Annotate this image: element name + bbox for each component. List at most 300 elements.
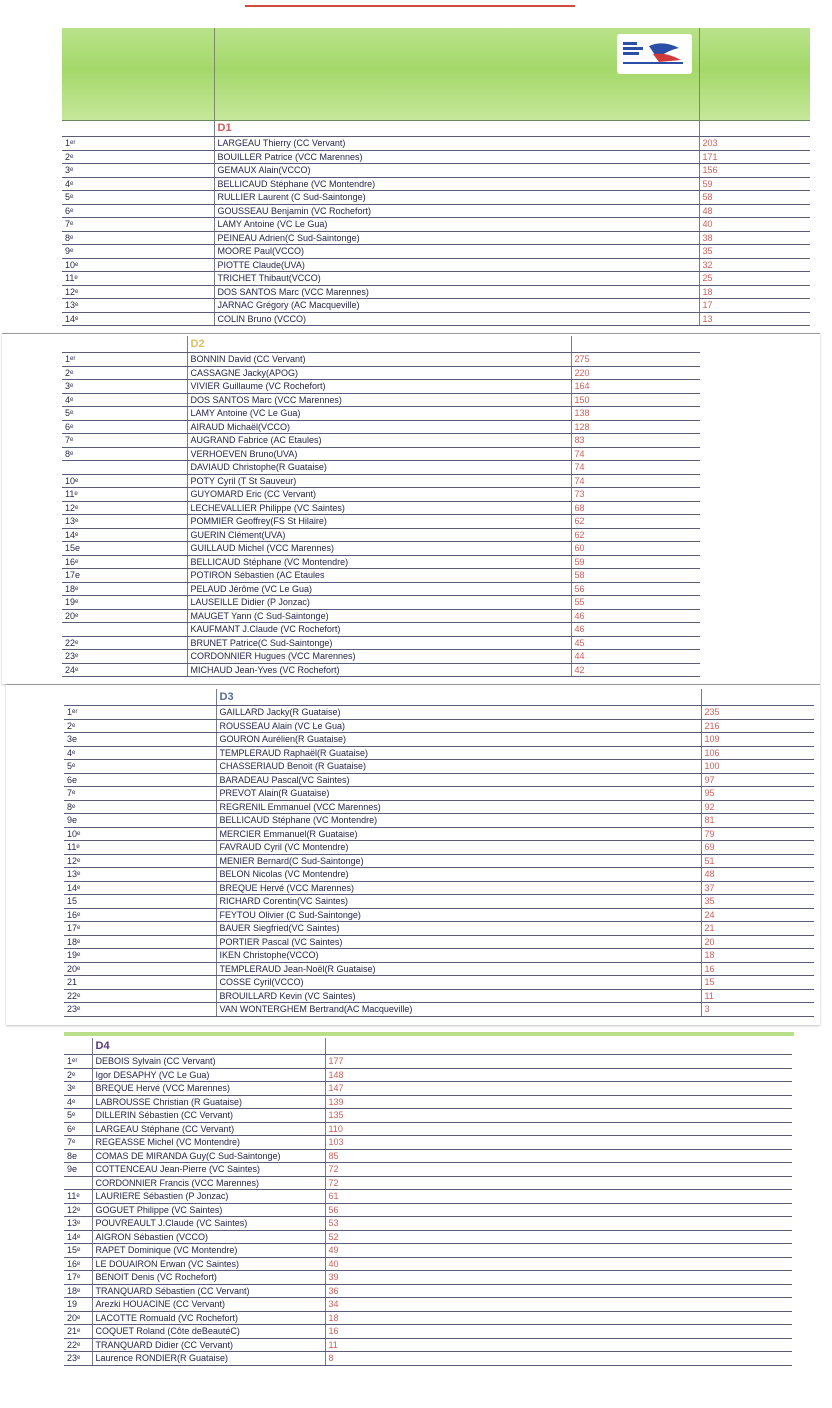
- points-cell: 216: [701, 719, 814, 733]
- standings-table-d1: [62, 120, 810, 326]
- standings-row: [64, 1095, 792, 1109]
- division-title: D4: [92, 1038, 325, 1055]
- rider-name-cell: RAPET Dominique (VC Montendre): [92, 1244, 325, 1258]
- points-cell: 164: [571, 380, 700, 394]
- points-cell: 45: [571, 636, 700, 650]
- rider-name-cell: POTIRON Sébastien (AC Etaules: [187, 569, 571, 583]
- rider-name-cell: CHASSERIAUD Benoit (R Guataise): [216, 760, 701, 774]
- standings-row: [62, 609, 700, 623]
- rider-name-cell: TRANQUARD Didier (CC Vervant): [92, 1338, 325, 1352]
- rank-cell: 3ᵉ: [64, 1082, 92, 1096]
- rank-cell: 24ᵉ: [62, 663, 187, 677]
- points-cell: 51: [701, 854, 814, 868]
- standings-row: [64, 868, 814, 882]
- standings-row: [64, 1338, 792, 1352]
- rider-name-cell: GUILLAUD Michel (VCC Marennes): [187, 542, 571, 556]
- standings-row: [62, 164, 810, 178]
- standings-row: [64, 922, 814, 936]
- division-title: D2: [187, 336, 571, 353]
- points-cell: 81: [701, 814, 814, 828]
- points-cell: 48: [701, 868, 814, 882]
- points-cell: 62: [571, 528, 700, 542]
- standings-row: [64, 1298, 792, 1312]
- rank-cell: 10ᵉ: [62, 258, 214, 272]
- rank-cell: 6e: [64, 773, 216, 787]
- points-cell: 73: [571, 488, 700, 502]
- standings-row: [64, 1122, 792, 1136]
- rank-cell: 7ᵉ: [62, 434, 187, 448]
- points-cell: 95: [701, 787, 814, 801]
- rank-cell: 8ᵉ: [62, 447, 187, 461]
- rider-name-cell: TEMPLERAUD Jean-Noël(R Guataise): [216, 962, 701, 976]
- rider-name-cell: KAUFMANT J.Claude (VC Rochefort): [187, 623, 571, 637]
- rider-name-cell: VERHOEVEN Bruno(UVA): [187, 447, 571, 461]
- points-cell: 100: [701, 760, 814, 774]
- rider-name-cell: PIOTTE Claude(UVA): [214, 258, 699, 272]
- standings-row: [64, 1244, 792, 1258]
- rank-cell: 22ᵉ: [64, 1338, 92, 1352]
- rank-cell: 9e: [64, 1163, 92, 1177]
- points-cell: 148: [325, 1068, 792, 1082]
- standings-row: [64, 1136, 792, 1150]
- points-cell: 68: [571, 501, 700, 515]
- rank-cell: 14ᵉ: [64, 881, 216, 895]
- rank-cell: 4ᵉ: [64, 1095, 92, 1109]
- rider-name-cell: PEINEAU Adrien(C Sud-Saintonge): [214, 231, 699, 245]
- rank-cell: 15ᵉ: [64, 1244, 92, 1258]
- points-cell: 79: [701, 827, 814, 841]
- standings-row: [64, 827, 814, 841]
- rider-name-cell: BELLICAUD Stéphane (VC Montendre): [214, 177, 699, 191]
- points-cell: 275: [571, 353, 700, 367]
- rank-cell: 2ᵉ: [62, 150, 214, 164]
- rank-cell: 5ᵉ: [64, 760, 216, 774]
- standings-row: [64, 706, 814, 720]
- standings-row: [64, 962, 814, 976]
- standings-row: [62, 258, 810, 272]
- rank-cell: 4ᵉ: [64, 746, 216, 760]
- points-cell: 69: [701, 841, 814, 855]
- points-cell: 36: [325, 1284, 792, 1298]
- rank-cell: 13ᵉ: [64, 868, 216, 882]
- rider-name-cell: RULLIER Laurent (C Sud-Saintonge): [214, 191, 699, 205]
- standings-row: [62, 528, 700, 542]
- rank-cell: 18ᵉ: [64, 935, 216, 949]
- page-title-underline: [245, 0, 575, 7]
- standings-row: [62, 623, 700, 637]
- points-cell: 74: [571, 474, 700, 488]
- points-cell: 11: [325, 1338, 792, 1352]
- standings-row: [64, 1003, 814, 1017]
- rider-name-cell: VIVIER Guillaume (VC Rochefort): [187, 380, 571, 394]
- points-cell: 72: [325, 1176, 792, 1190]
- points-cell: 59: [571, 555, 700, 569]
- rider-name-cell: TEMPLERAUD Raphaël(R Guataise): [216, 746, 701, 760]
- points-cell: 61: [325, 1190, 792, 1204]
- standings-row: [62, 245, 810, 259]
- points-cell: 74: [571, 461, 700, 475]
- rider-name-cell: LAMY Antoine (VC Le Gua): [187, 407, 571, 421]
- rider-name-cell: PORTIER Pascal (VC Saintes): [216, 935, 701, 949]
- points-cell: 48: [699, 204, 810, 218]
- standings-row: [62, 137, 810, 151]
- points-cell: 177: [325, 1055, 792, 1069]
- rider-name-cell: Laurence RONDIER(R Guataise): [92, 1352, 325, 1366]
- rider-name-cell: POTY Cyril (T St Sauveur): [187, 474, 571, 488]
- rider-name-cell: PREVOT Alain(R Guataise): [216, 787, 701, 801]
- points-cell: 56: [325, 1203, 792, 1217]
- points-cell: 13: [699, 312, 810, 326]
- rank-cell: 20ᵉ: [64, 962, 216, 976]
- standings-row: [64, 746, 814, 760]
- standings-row: [62, 636, 700, 650]
- points-cell: 55: [571, 596, 700, 610]
- points-cell: 46: [571, 623, 700, 637]
- rank-cell: 20ᵉ: [62, 609, 187, 623]
- rank-cell: 23ᵉ: [62, 650, 187, 664]
- points-cell: 220: [571, 366, 700, 380]
- points-cell: 58: [699, 191, 810, 205]
- rank-cell: 18ᵉ: [64, 1284, 92, 1298]
- standings-row: [62, 501, 700, 515]
- points-cell: 24: [701, 908, 814, 922]
- standings-row: [64, 1163, 792, 1177]
- rider-name-cell: REGEASSE Michel (VC Montendre): [92, 1136, 325, 1150]
- points-cell: 21: [701, 922, 814, 936]
- points-cell: 16: [701, 962, 814, 976]
- rank-cell: 13ᵉ: [64, 1217, 92, 1231]
- points-cell: 42: [571, 663, 700, 677]
- standings-row: [62, 366, 700, 380]
- points-cell: 171: [699, 150, 810, 164]
- rank-cell: 12ᵉ: [62, 285, 214, 299]
- standings-row: [62, 420, 700, 434]
- rider-name-cell: LARGEAU Stéphane (CC Vervant): [92, 1122, 325, 1136]
- points-cell: 92: [701, 800, 814, 814]
- rider-name-cell: BARADEAU Pascal(VC Saintes): [216, 773, 701, 787]
- rider-name-cell: LAURIERE Sébastien (P Jonzac): [92, 1190, 325, 1204]
- rider-name-cell: FAVRAUD Cyril (VC Montendre): [216, 841, 701, 855]
- standings-row: [62, 663, 700, 677]
- rider-name-cell: COLIN Bruno (VCCO): [214, 312, 699, 326]
- rank-cell: 11ᵉ: [62, 272, 214, 286]
- points-cell: 40: [325, 1257, 792, 1271]
- rider-name-cell: PELAUD Jérôme (VC Le Gua): [187, 582, 571, 596]
- standings-row: [64, 895, 814, 909]
- rider-name-cell: DEBOIS Sylvain (CC Vervant): [92, 1055, 325, 1069]
- rank-cell: 17e: [62, 569, 187, 583]
- standings-row: [62, 555, 700, 569]
- points-cell: 156: [699, 164, 810, 178]
- rank-cell: 4ᵉ: [62, 393, 187, 407]
- standings-row: [62, 177, 810, 191]
- rider-name-cell: LE DOUAIRON Erwan (VC Saintes): [92, 1257, 325, 1271]
- rider-name-cell: TRANQUARD Sébastien (CC Vervant): [92, 1284, 325, 1298]
- standings-row: [62, 542, 700, 556]
- standings-row: [64, 949, 814, 963]
- rank-cell: 4ᵉ: [62, 177, 214, 191]
- standings-row: [64, 854, 814, 868]
- rank-cell: 1ᵉʳ: [62, 137, 214, 151]
- rank-cell: 2ᵉ: [62, 366, 187, 380]
- standings-row: [62, 461, 700, 475]
- rider-name-cell: Igor DESAPHY (VC Le Gua): [92, 1068, 325, 1082]
- standings-table-d2: [62, 336, 700, 677]
- rank-cell: 14ᵉ: [62, 528, 187, 542]
- points-cell: 17: [699, 299, 810, 313]
- standings-row: [62, 150, 810, 164]
- rider-name-cell: DAVIAUD Christophe(R Guataise): [187, 461, 571, 475]
- rider-name-cell: LARGEAU Thierry (CC Vervant): [214, 137, 699, 151]
- rider-name-cell: REGRENIL Emmanuel (VCC Marennes): [216, 800, 701, 814]
- points-cell: 72: [325, 1163, 792, 1177]
- rank-cell: 3ᵉ: [62, 380, 187, 394]
- points-cell: 85: [325, 1149, 792, 1163]
- points-cell: 109: [701, 733, 814, 747]
- standings-row: [64, 760, 814, 774]
- points-cell: 34: [325, 1298, 792, 1312]
- rank-cell: 19ᵉ: [62, 596, 187, 610]
- points-cell: 128: [571, 420, 700, 434]
- points-cell: 18: [701, 949, 814, 963]
- rider-name-cell: DOS SANTOS Marc (VCC Marennes): [214, 285, 699, 299]
- rank-cell: 16ᵉ: [64, 1257, 92, 1271]
- standings-row: [64, 1176, 792, 1190]
- rider-name-cell: CORDONNIER Hugues (VCC Marennes): [187, 650, 571, 664]
- rank-cell: 8e: [64, 1149, 92, 1163]
- rank-cell: 2ᵉ: [64, 719, 216, 733]
- rank-cell: 5ᵉ: [62, 407, 187, 421]
- points-cell: 235: [701, 706, 814, 720]
- rider-name-cell: GEMAUX Alain(VCCO): [214, 164, 699, 178]
- rider-name-cell: Arezki HOUACINE (CC Vervant): [92, 1298, 325, 1312]
- rider-name-cell: BAUER Siegfried(VC Saintes): [216, 922, 701, 936]
- standings-row: [64, 976, 814, 990]
- rank-cell: [62, 461, 187, 475]
- standings-row: [62, 272, 810, 286]
- rider-name-cell: GUERIN Clément(UVA): [187, 528, 571, 542]
- standings-row: [64, 881, 814, 895]
- rider-name-cell: GAILLARD Jacky(R Guataise): [216, 706, 701, 720]
- rank-cell: 12ᵉ: [62, 501, 187, 515]
- points-cell: 74: [571, 447, 700, 461]
- standings-row: [64, 814, 814, 828]
- rider-name-cell: RICHARD Corentin(VC Saintes): [216, 895, 701, 909]
- rider-name-cell: LAMY Antoine (VC Le Gua): [214, 218, 699, 232]
- rider-name-cell: GOGUET Philippe (VC Saintes): [92, 1203, 325, 1217]
- points-cell: 32: [699, 258, 810, 272]
- points-cell: 46: [571, 609, 700, 623]
- rider-name-cell: COTTENCEAU Jean-Pierre (VC Saintes): [92, 1163, 325, 1177]
- rider-name-cell: DILLERIN Sébastien (CC Vervant): [92, 1109, 325, 1123]
- rank-cell: 21ᵉ: [64, 1325, 92, 1339]
- header-banner: [62, 28, 810, 121]
- standings-row: [64, 1149, 792, 1163]
- rider-name-cell: BREQUE Hervé (VCC Marennes): [216, 881, 701, 895]
- points-cell: 52: [325, 1230, 792, 1244]
- standings-row: [62, 299, 810, 313]
- standings-row: [62, 569, 700, 583]
- rider-name-cell: MERCIER Emmanuel(R Guataise): [216, 827, 701, 841]
- standings-row: [64, 989, 814, 1003]
- rider-name-cell: TRICHET Thibaut(VCCO): [214, 272, 699, 286]
- points-cell: 18: [325, 1311, 792, 1325]
- rank-cell: 19: [64, 1298, 92, 1312]
- standings-row: [64, 1068, 792, 1082]
- rider-name-cell: BENOIT Denis (VC Rochefort): [92, 1271, 325, 1285]
- rider-name-cell: COQUET Roland (Côte deBeautéC): [92, 1325, 325, 1339]
- standings-row: [64, 1271, 792, 1285]
- rider-name-cell: FEYTOU Olivier (C Sud-Saintonge): [216, 908, 701, 922]
- division-title: D1: [214, 120, 699, 137]
- standings-row: [64, 1257, 792, 1271]
- rank-cell: 11ᵉ: [64, 1190, 92, 1204]
- rank-cell: 14ᵉ: [64, 1230, 92, 1244]
- standings-row: [62, 474, 700, 488]
- points-cell: 49: [325, 1244, 792, 1258]
- rank-cell: 16ᵉ: [64, 908, 216, 922]
- standings-row: [62, 380, 700, 394]
- points-cell: 147: [325, 1082, 792, 1096]
- standings-row: [64, 908, 814, 922]
- rank-cell: 10ᵉ: [62, 474, 187, 488]
- rank-cell: 3ᵉ: [62, 164, 214, 178]
- rider-name-cell: LABROUSSE Christian (R Guataise): [92, 1095, 325, 1109]
- standings-row: [62, 596, 700, 610]
- points-cell: 135: [325, 1109, 792, 1123]
- points-cell: 15: [701, 976, 814, 990]
- rider-name-cell: MICHAUD Jean-Yves (VC Rochefort): [187, 663, 571, 677]
- standings-sheet-d4: [64, 1032, 794, 1376]
- standings-row: [64, 773, 814, 787]
- division-title: D3: [216, 689, 701, 706]
- standings-row: [62, 650, 700, 664]
- rank-cell: 22ᵉ: [64, 989, 216, 1003]
- points-cell: 138: [571, 407, 700, 421]
- standings-row: [64, 1217, 792, 1231]
- standings-row: [64, 1311, 792, 1325]
- rider-name-cell: VAN WONTERGHEM Bertrand(AC Macqueville): [216, 1003, 701, 1017]
- rider-name-cell: CASSAGNE Jacky(APOG): [187, 366, 571, 380]
- standings-row: [64, 719, 814, 733]
- points-cell: 44: [571, 650, 700, 664]
- standings-row: [62, 204, 810, 218]
- standings-row: [62, 447, 700, 461]
- rider-name-cell: GOUSSEAU Benjamin (VC Rochefort): [214, 204, 699, 218]
- rank-cell: 12ᵉ: [64, 854, 216, 868]
- standings-row: [62, 488, 700, 502]
- points-cell: 8: [325, 1352, 792, 1366]
- rank-cell: 11ᵉ: [62, 488, 187, 502]
- standings-table-d3: [64, 689, 814, 1017]
- points-cell: 39: [325, 1271, 792, 1285]
- rider-name-cell: GUYOMARD Eric (CC Vervant): [187, 488, 571, 502]
- rider-name-cell: MENIER Bernard(C Sud-Saintonge): [216, 854, 701, 868]
- rank-cell: 21: [64, 976, 216, 990]
- rank-cell: 16ᵉ: [62, 555, 187, 569]
- rank-cell: 15e: [62, 542, 187, 556]
- standings-row: [64, 1109, 792, 1123]
- rider-name-cell: BREQUE Hervé (VCC Marennes): [92, 1082, 325, 1096]
- points-cell: 58: [571, 569, 700, 583]
- rank-cell: 13ᵉ: [62, 515, 187, 529]
- rank-cell: 11ᵉ: [64, 841, 216, 855]
- rank-cell: 13ᵉ: [62, 299, 214, 313]
- points-cell: 150: [571, 393, 700, 407]
- points-cell: 203: [699, 137, 810, 151]
- points-cell: 38: [699, 231, 810, 245]
- points-cell: 97: [701, 773, 814, 787]
- rider-name-cell: BELLICAUD Stéphane (VC Montendre): [187, 555, 571, 569]
- rank-cell: 6ᵉ: [62, 420, 187, 434]
- rank-cell: [62, 623, 187, 637]
- points-cell: 103: [325, 1136, 792, 1150]
- rank-cell: 7ᵉ: [62, 218, 214, 232]
- rank-cell: 9ᵉ: [62, 245, 214, 259]
- rider-name-cell: LACOTTE Romuald (VC Rochefort): [92, 1311, 325, 1325]
- rank-cell: 18ᵉ: [62, 582, 187, 596]
- federation-logo: [617, 34, 692, 74]
- rider-name-cell: CORDONNIER Francis (VCC Marennes): [92, 1176, 325, 1190]
- standings-row: [62, 218, 810, 232]
- standings-row: [62, 231, 810, 245]
- rider-name-cell: ROUSSEAU Alain (VC Le Gua): [216, 719, 701, 733]
- standings-row: [64, 1325, 792, 1339]
- standings-sheet-d3: [6, 684, 820, 1025]
- rank-cell: 7ᵉ: [64, 1136, 92, 1150]
- rider-name-cell: LAUSEILLE Didier (P Jonzac): [187, 596, 571, 610]
- standings-sheet-d1: [62, 28, 810, 330]
- rider-name-cell: JARNAC Grégory (AC Macqueville): [214, 299, 699, 313]
- points-cell: 35: [701, 895, 814, 909]
- rider-name-cell: COMAS DE MIRANDA Guy(C Sud-Saintonge): [92, 1149, 325, 1163]
- standings-row: [62, 393, 700, 407]
- rider-name-cell: MOORE Paul(VCCO): [214, 245, 699, 259]
- points-cell: 25: [699, 272, 810, 286]
- points-cell: 83: [571, 434, 700, 448]
- points-cell: 110: [325, 1122, 792, 1136]
- rank-cell: 6ᵉ: [64, 1122, 92, 1136]
- rank-cell: 8ᵉ: [64, 800, 216, 814]
- standings-row: [62, 434, 700, 448]
- rank-cell: 15: [64, 895, 216, 909]
- standings-row: [64, 1284, 792, 1298]
- points-cell: 35: [699, 245, 810, 259]
- rider-name-cell: LECHEVALLIER Philippe (VC Saintes): [187, 501, 571, 515]
- points-cell: 106: [701, 746, 814, 760]
- rider-name-cell: BELON Nicolas (VC Montendre): [216, 868, 701, 882]
- points-cell: 3: [701, 1003, 814, 1017]
- standings-row: [64, 1352, 792, 1366]
- rank-cell: 1ᵉʳ: [64, 706, 216, 720]
- rank-cell: 1ᵉʳ: [64, 1055, 92, 1069]
- rank-cell: 1ᵉʳ: [62, 353, 187, 367]
- standings-row: [62, 312, 810, 326]
- rider-name-cell: BONNIN David (CC Vervant): [187, 353, 571, 367]
- points-cell: 40: [699, 218, 810, 232]
- rank-cell: 19ᵉ: [64, 949, 216, 963]
- rank-cell: 22ᵉ: [62, 636, 187, 650]
- rank-cell: 14ᵉ: [62, 312, 214, 326]
- standings-row: [64, 1082, 792, 1096]
- standings-row: [64, 1055, 792, 1069]
- standings-row: [64, 1230, 792, 1244]
- rank-cell: 8ᵉ: [62, 231, 214, 245]
- rider-name-cell: BOUILLER Patrice (VCC Marennes): [214, 150, 699, 164]
- points-cell: 53: [325, 1217, 792, 1231]
- points-cell: 62: [571, 515, 700, 529]
- standings-table-d4: [64, 1038, 792, 1366]
